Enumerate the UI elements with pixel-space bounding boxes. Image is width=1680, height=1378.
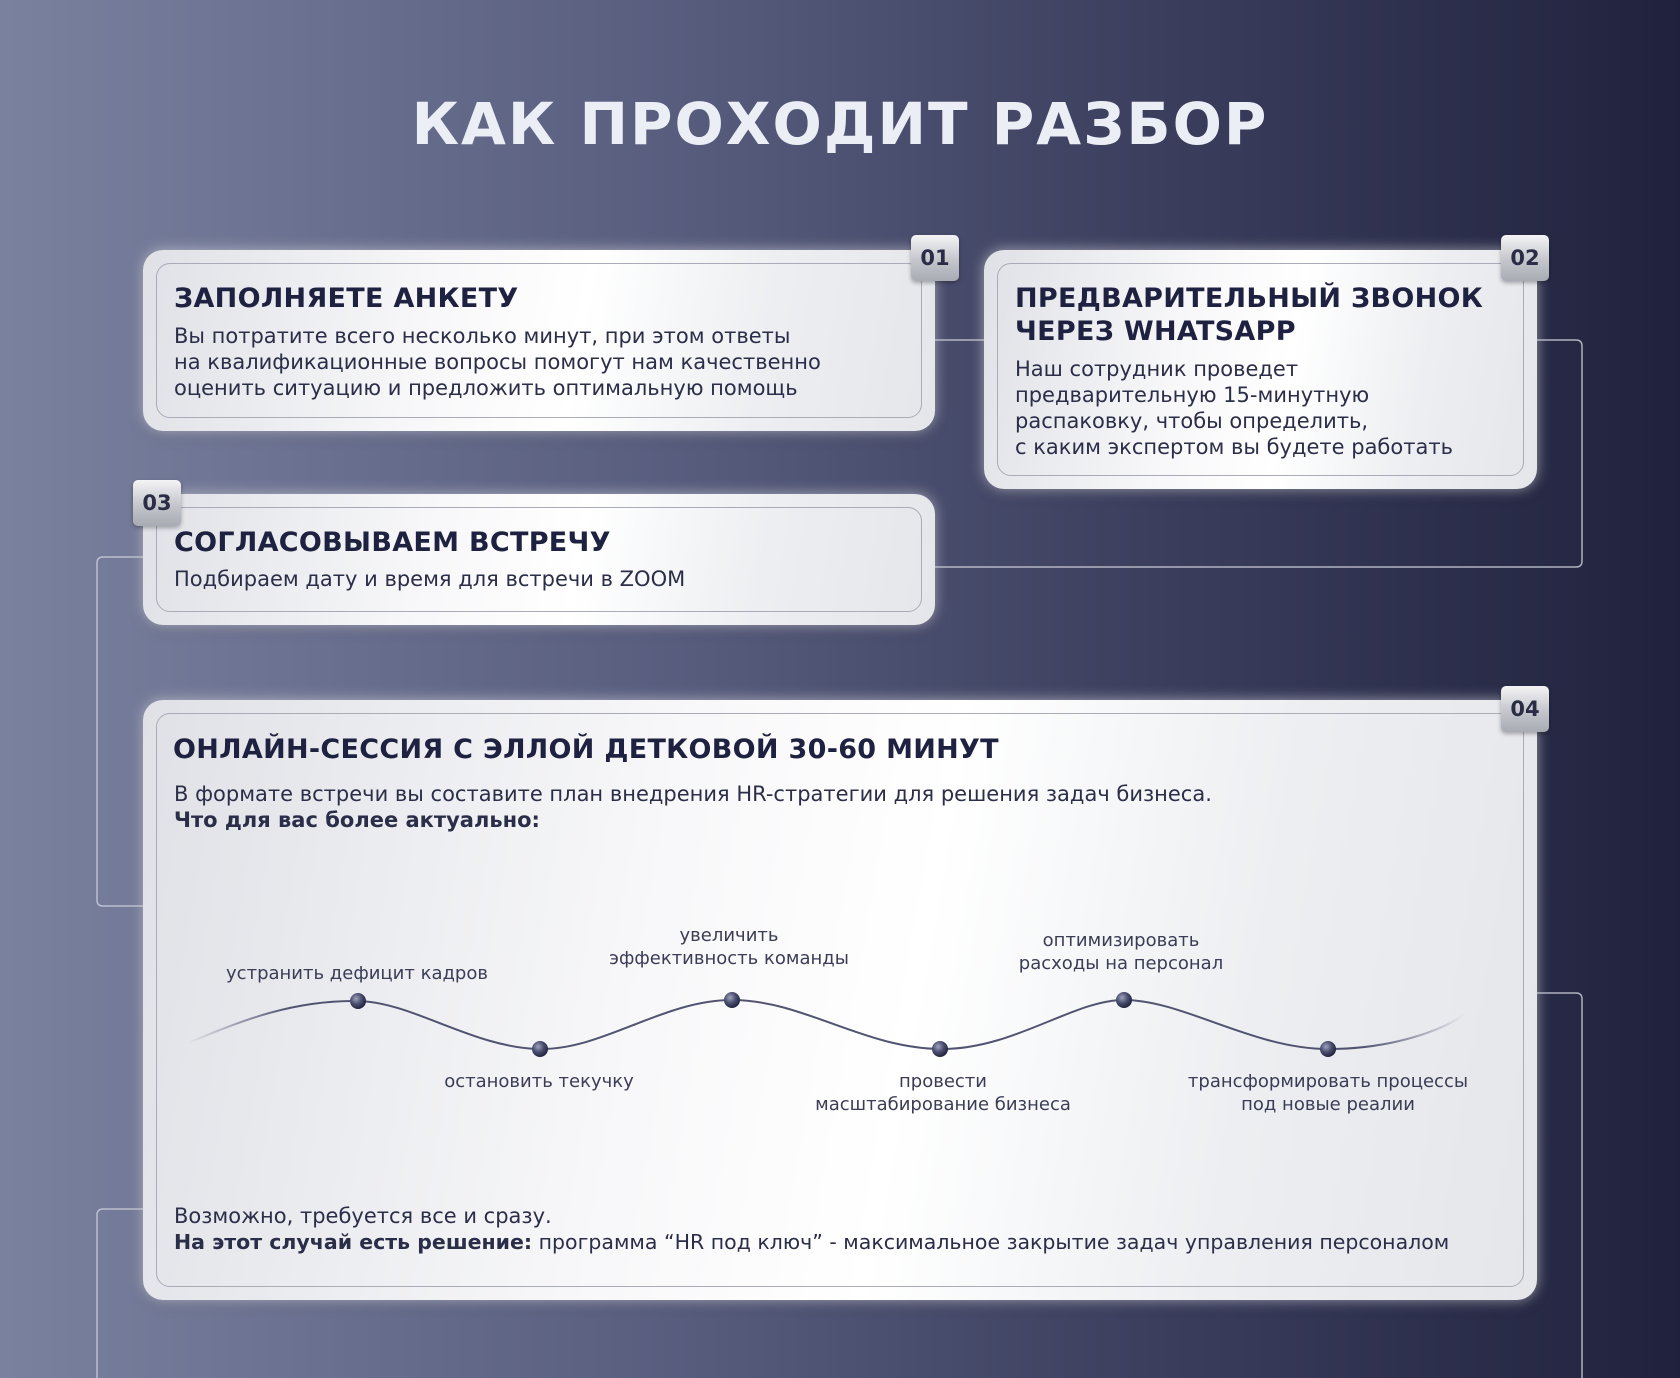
footer-line-2 bbox=[174, 1229, 1449, 1255]
wave-label bbox=[609, 924, 849, 970]
step-text-line: распаковку, чтобы определить, bbox=[1015, 409, 1369, 433]
page-title: КАК ПРОХОДИТ РАЗБОР bbox=[411, 90, 1269, 158]
step-title bbox=[174, 282, 519, 315]
step-number-badge: 02 bbox=[1501, 235, 1549, 281]
step-text-line: оценить ситуацию и предложить оптимальную помощь bbox=[174, 376, 798, 400]
wave-dot bbox=[350, 993, 366, 1009]
step-title-line: ОНЛАЙН-СЕССИЯ С ЭЛЛОЙ ДЕТКОВОЙ 30-60 МИНУТ bbox=[173, 734, 999, 765]
wave-label bbox=[1188, 1070, 1468, 1116]
wave-dot bbox=[932, 1041, 948, 1057]
wave-dot bbox=[1116, 992, 1132, 1008]
step-card-03 bbox=[143, 494, 935, 625]
step-text-line: с каким экспертом вы будете работать bbox=[1015, 435, 1453, 459]
step-description bbox=[1015, 356, 1453, 460]
step-title-line: ЧЕРЕЗ WHATSAPP bbox=[1015, 316, 1296, 347]
step-number-badge: 01 bbox=[911, 235, 959, 281]
card-border bbox=[156, 507, 922, 612]
step-title bbox=[1015, 282, 1483, 348]
step-title bbox=[174, 526, 611, 559]
wave-label-line: под новые реалии bbox=[1241, 1094, 1415, 1115]
wave-label-line: эффективность команды bbox=[609, 948, 849, 969]
footer-highlight: На этот случай есть решение: bbox=[174, 1230, 533, 1254]
wave-dot bbox=[1320, 1041, 1336, 1057]
step-text-line: Вы потратите всего несколько минут, при этом ответы bbox=[174, 324, 791, 348]
connector-04-right bbox=[1537, 993, 1582, 1378]
wave-label-line: оптимизировать bbox=[1042, 930, 1200, 951]
connector-03-04 bbox=[97, 557, 143, 906]
step-text-line: Наш сотрудник проведет bbox=[1015, 357, 1299, 381]
wave-label-line: остановить текучку bbox=[444, 1071, 634, 1092]
wave-label bbox=[226, 962, 488, 985]
wave-dot bbox=[532, 1041, 548, 1057]
step-number-badge: 03 bbox=[133, 480, 181, 526]
step-footer bbox=[174, 1203, 1449, 1255]
wave-label-line: увеличить bbox=[679, 925, 779, 946]
wave-label bbox=[444, 1070, 634, 1093]
step-number-badge: 04 bbox=[1501, 686, 1549, 732]
footer-line: Возможно, требуется все и сразу. bbox=[174, 1204, 552, 1228]
step-title-line: СОГЛАСОВЫВАЕМ ВСТРЕЧУ bbox=[174, 527, 611, 558]
wave-label bbox=[1019, 929, 1223, 975]
step-text-line: на квалификационные вопросы помогут нам качественно bbox=[174, 350, 821, 374]
wave-label-line: провести bbox=[899, 1071, 987, 1092]
step-title-line: ЗАПОЛНЯЕТЕ АНКЕТУ bbox=[174, 283, 519, 314]
footer-text: программа “HR под ключ” - максимальное закрытие задач управления персоналом bbox=[532, 1230, 1450, 1254]
step-question: Что для вас более актуально: bbox=[174, 808, 540, 832]
step-title-line: ПРЕДВАРИТЕЛЬНЫЙ ЗВОНОК bbox=[1015, 283, 1484, 314]
wave-label-line: расходы на персонал bbox=[1018, 953, 1224, 974]
step-text-line: Подбираем дату и время для встречи в ZOOM bbox=[174, 567, 686, 591]
wave-label-line: трансформировать процессы bbox=[1187, 1071, 1469, 1092]
wave-dot bbox=[724, 992, 740, 1008]
wave-label-line: масштабирование бизнеса bbox=[815, 1094, 1071, 1115]
step-description bbox=[174, 323, 821, 401]
step-description bbox=[174, 566, 685, 592]
wave-label bbox=[815, 1070, 1071, 1116]
step-card-04 bbox=[143, 700, 1537, 1300]
wave-label-line: устранить дефицит кадров bbox=[226, 963, 488, 984]
connector-04-left bbox=[97, 1209, 143, 1378]
step-card-01 bbox=[143, 250, 935, 431]
step-text-line: предварительную 15-минутную bbox=[1015, 383, 1370, 407]
step-card-02 bbox=[984, 250, 1537, 489]
step-text-line: В формате встречи вы составите план внедрения HR-стратегии для решения задач бизнеса. bbox=[174, 782, 1212, 806]
